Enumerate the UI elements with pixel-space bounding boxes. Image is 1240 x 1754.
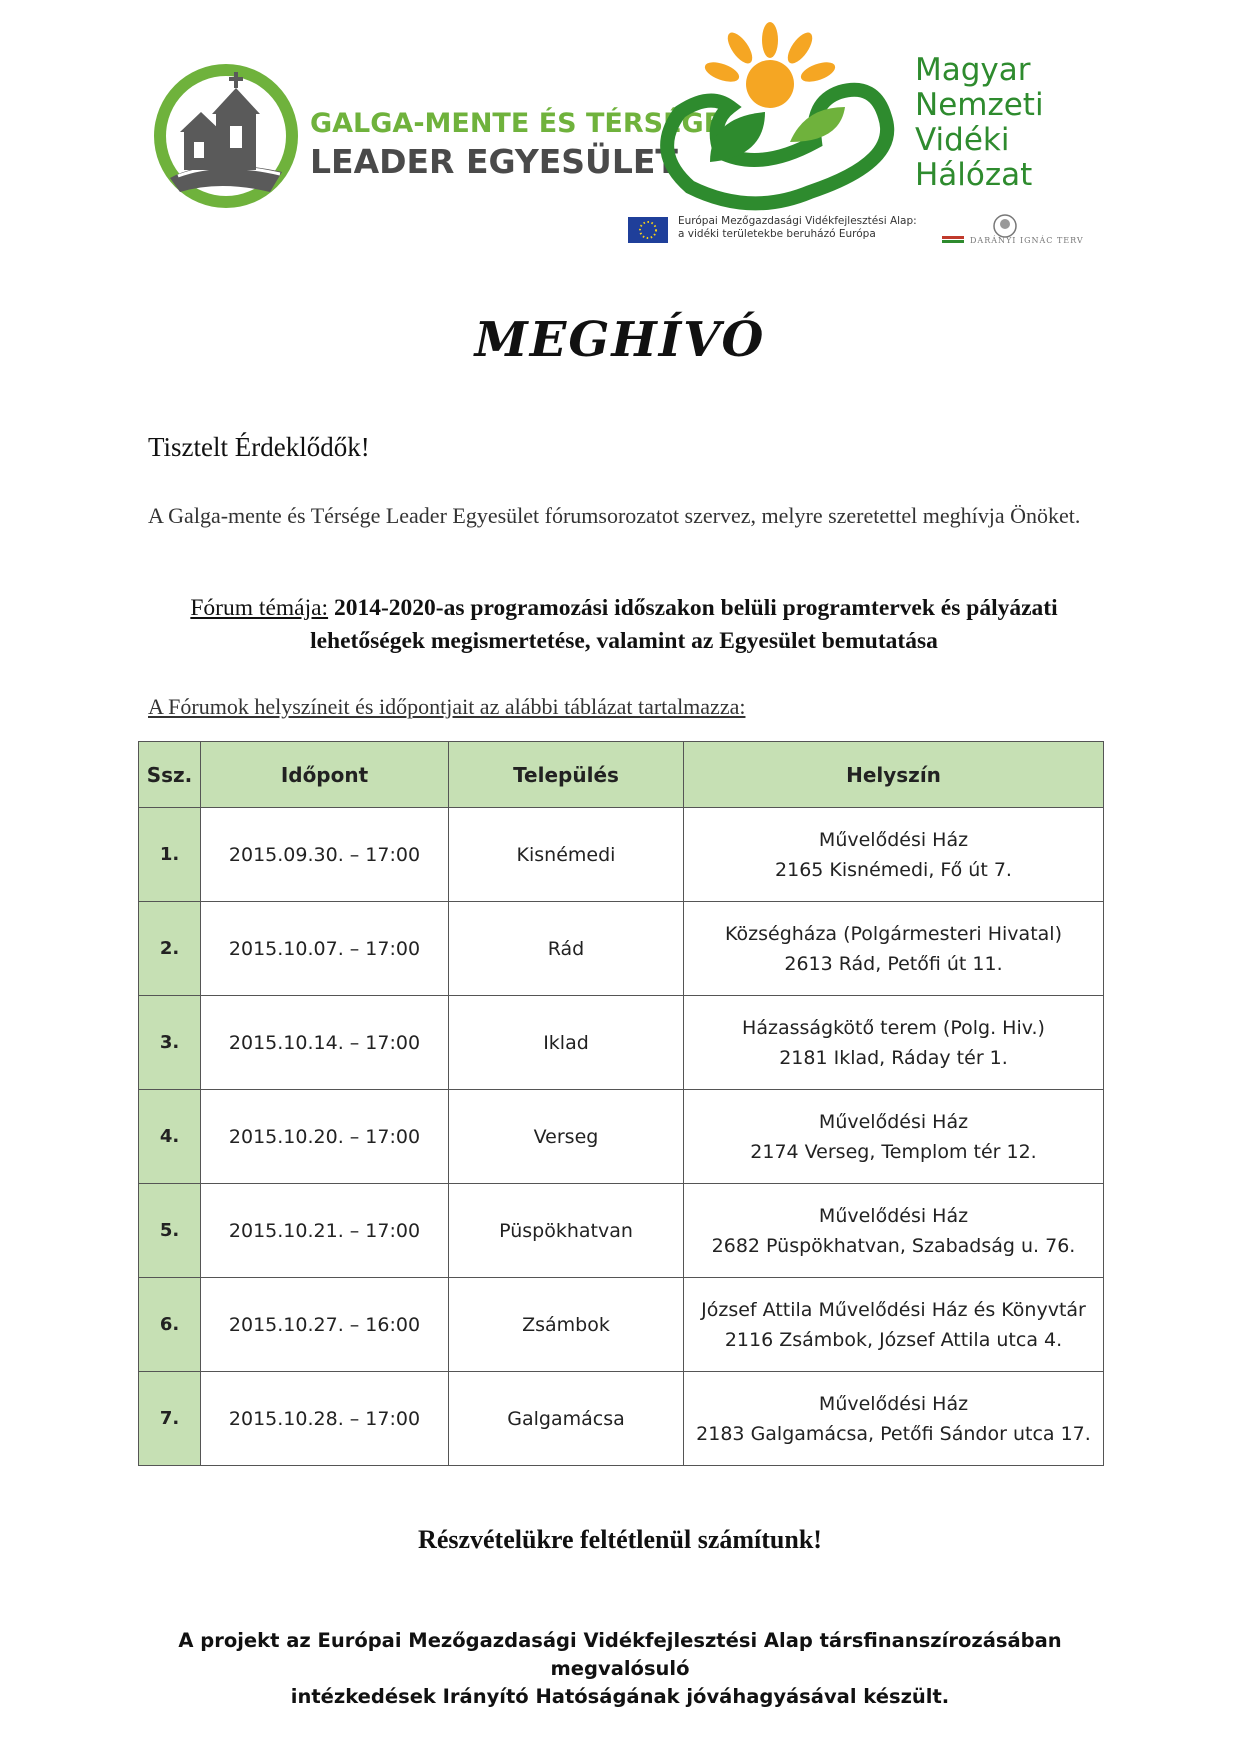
- footer-line2: intézkedések Irányító Hatóságának jóváhagyásával készült.: [290, 1685, 950, 1708]
- header-ssz: Ssz.: [139, 742, 201, 808]
- header-telepules: Település: [449, 742, 684, 808]
- hungarian-emblem-icon: [940, 212, 1070, 252]
- cell-town: Rád: [449, 902, 684, 996]
- cell-town: Verseg: [449, 1090, 684, 1184]
- cell-town: Kisnémedi: [449, 808, 684, 902]
- venue-address: 2183 Galgamácsa, Petőfi Sándor utca 17.: [696, 1422, 1091, 1445]
- mnvh-logo-text: [915, 52, 1044, 192]
- cell-time: 2015.10.28. – 17:00: [201, 1372, 449, 1466]
- eu-funding-strip: [640, 212, 1110, 252]
- table-row: [139, 808, 1104, 902]
- cell-venue: [684, 1278, 1104, 1372]
- venue-name: Művelődési Ház: [818, 828, 969, 851]
- galga-logo-line2: LEADER EGYESÜLET: [310, 142, 678, 181]
- table-header-row: [139, 742, 1104, 808]
- closing-line: Részvételükre feltétlenül számítunk!: [418, 1525, 822, 1554]
- venue-name: Községháza (Polgármesteri Hivatal): [725, 922, 1062, 945]
- table-intro: A Fórumok helyszíneit és időpontjait az alábbi táblázat tartalmazza:: [148, 694, 746, 719]
- cell-time: 2015.10.21. – 17:00: [201, 1184, 449, 1278]
- mnvh-logo: [640, 22, 1110, 252]
- intro-paragraph: A Galga-mente és Térsége Leader Egyesület fórumsorozatot szervez, melyre szeretettel meghívja Önöket.: [148, 503, 1081, 528]
- cell-ssz: 3.: [139, 996, 201, 1090]
- mnvh-sun-leaf-icon: [640, 22, 910, 212]
- forum-topic-label: Fórum témája:: [190, 595, 329, 621]
- table-row: [139, 996, 1104, 1090]
- cell-town: Galgamácsa: [449, 1372, 684, 1466]
- forum-schedule-table: [138, 741, 1104, 1466]
- table-row: [139, 1184, 1104, 1278]
- salutation: Tisztelt Érdeklődők!: [148, 432, 370, 462]
- eu-program-label: DARÁNYI IGNÁC TERV: [970, 236, 1084, 245]
- mnvh-line-3: Vidéki: [915, 122, 1010, 158]
- cell-venue: [684, 808, 1104, 902]
- cell-venue: [684, 1184, 1104, 1278]
- cell-time: 2015.10.27. – 16:00: [201, 1278, 449, 1372]
- cell-town: Zsámbok: [449, 1278, 684, 1372]
- galga-logo-line1: GALGA-MENTE ÉS TÉRSÉGE: [310, 108, 723, 139]
- cell-time: 2015.10.14. – 17:00: [201, 996, 449, 1090]
- venue-address: 2682 Püspökhatvan, Szabadság u. 76.: [711, 1234, 1076, 1257]
- mnvh-line-2: Nemzeti: [915, 87, 1044, 123]
- eu-flag-icon: [628, 217, 668, 243]
- cell-ssz: 4.: [139, 1090, 201, 1184]
- venue-name: Művelődési Ház: [818, 1392, 969, 1415]
- cell-venue: [684, 996, 1104, 1090]
- funding-footer: [150, 1627, 1090, 1711]
- venue-name: Művelődési Ház: [818, 1110, 969, 1133]
- table-row: [139, 1090, 1104, 1184]
- cell-ssz: 1.: [139, 808, 201, 902]
- table-row: [139, 902, 1104, 996]
- page-title: MEGHÍVÓ: [474, 312, 766, 368]
- venue-name: Házasságkötő terem (Polg. Hiv.): [742, 1016, 1045, 1039]
- eu-strip-line1: Európai Mezőgazdasági Vidékfejlesztési Alap:: [678, 215, 917, 227]
- galga-leader-logo: [150, 60, 723, 230]
- cell-time: 2015.10.07. – 17:00: [201, 902, 449, 996]
- cell-town: Iklad: [449, 996, 684, 1090]
- cell-time: 2015.09.30. – 17:00: [201, 808, 449, 902]
- header-idopont: Időpont: [201, 742, 449, 808]
- eu-strip-text: [678, 215, 917, 241]
- venue-address: 2613 Rád, Petőfi út 11.: [784, 952, 1003, 975]
- cell-ssz: 7.: [139, 1372, 201, 1466]
- venue-address: 2165 Kisnémedi, Fő út 7.: [775, 858, 1012, 881]
- forum-topic: [148, 592, 1100, 658]
- galga-church-icon: [150, 60, 310, 220]
- cell-ssz: 6.: [139, 1278, 201, 1372]
- venue-address: 2174 Verseg, Templom tér 12.: [750, 1140, 1037, 1163]
- cell-venue: [684, 902, 1104, 996]
- venue-name: Művelődési Ház: [818, 1204, 969, 1227]
- venue-address: 2116 Zsámbok, József Attila utca 4.: [724, 1328, 1063, 1351]
- cell-ssz: 5.: [139, 1184, 201, 1278]
- cell-venue: [684, 1090, 1104, 1184]
- table-body: [139, 808, 1104, 1466]
- cell-ssz: 2.: [139, 902, 201, 996]
- venue-address: 2181 Iklad, Ráday tér 1.: [779, 1046, 1008, 1069]
- mnvh-line-4: Hálózat: [915, 157, 1033, 193]
- forum-topic-text: 2014-2020-as programozási időszakon belüli programtervek és pályázati lehetőségek megismertetése, valamint az Egyesület bemutatása: [310, 595, 1058, 654]
- mnvh-line-1: Magyar: [915, 52, 1031, 88]
- venue-name: József Attila Művelődési Ház és Könyvtár: [701, 1298, 1086, 1321]
- table-row: [139, 1372, 1104, 1466]
- cell-town: Püspökhatvan: [449, 1184, 684, 1278]
- header-helyszin: Helyszín: [684, 742, 1104, 808]
- table-row: [139, 1278, 1104, 1372]
- cell-venue: [684, 1372, 1104, 1466]
- footer-line1: A projekt az Európai Mezőgazdasági Vidékfejlesztési Alap társfinanszírozásában megvalósuló: [178, 1629, 1062, 1680]
- eu-strip-line2: a vidéki területekbe beruházó Európa: [678, 228, 876, 240]
- cell-time: 2015.10.20. – 17:00: [201, 1090, 449, 1184]
